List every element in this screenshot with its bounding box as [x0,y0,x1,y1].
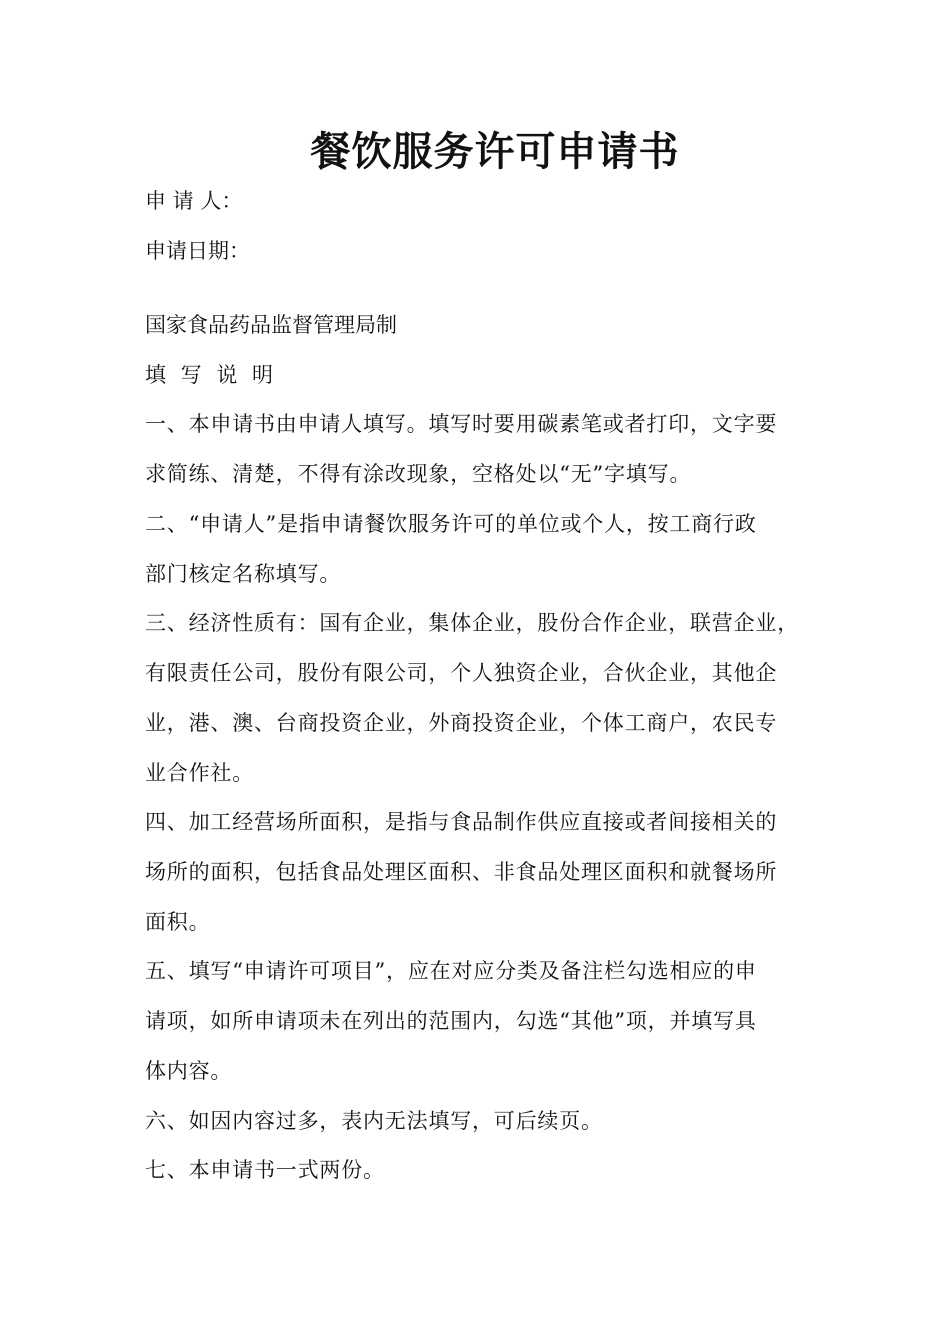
instruction-line: 请项，如所申请项未在列出的范围内，勾选“其他”项，并填写具 [145,1009,757,1033]
instruction-line: 五、填写“申请许可项目”，应在对应分类及备注栏勾选相应的申 [145,959,757,983]
instruction-line: 求简练、清楚，不得有涂改现象，空格处以“无”字填写。 [145,462,692,486]
instruction-line: 七、本申请书一式两份。 [145,1158,385,1182]
document-title: 餐饮服务许可申请书 [310,128,680,175]
instruction-line: 二、“申请人”是指申请餐饮服务许可的单位或个人，按工商行政 [145,512,757,536]
instruction-line: 业合作社。 [145,761,254,785]
instruction-line: 三、经济性质有：国有企业，集体企业，股份合作企业，联营企业， [145,611,799,635]
instruction-line: 体内容。 [145,1059,233,1083]
instruction-line: 有限责任公司，股份有限公司，个人独资企业，合伙企业，其他企 [145,661,778,685]
instruction-line: 业，港、澳、台商投资企业，外商投资企业，个体工商户，农民专 [145,711,778,735]
instruction-line: 部门核定名称填写。 [145,562,342,586]
instruction-line: 场所的面积，包括食品处理区面积、非食品处理区面积和就餐场所 [145,860,778,884]
instructions-heading: 填 写 说 明 [145,363,278,387]
instruction-line: 六、如因内容过多，表内无法填写，可后续页。 [145,1109,603,1133]
application-date-label: 申请日期： [145,239,250,263]
instruction-line: 面积。 [145,910,211,934]
instruction-line: 一、本申请书由申请人填写。填写时要用碳素笔或者打印，文字要 [145,412,778,436]
instruction-line: 四、加工经营场所面积，是指与食品制作供应直接或者间接相关的 [145,810,778,834]
applicant-label: 申 请 人： [145,189,243,213]
issuer-line: 国家食品药品监督管理局制 [145,313,397,337]
